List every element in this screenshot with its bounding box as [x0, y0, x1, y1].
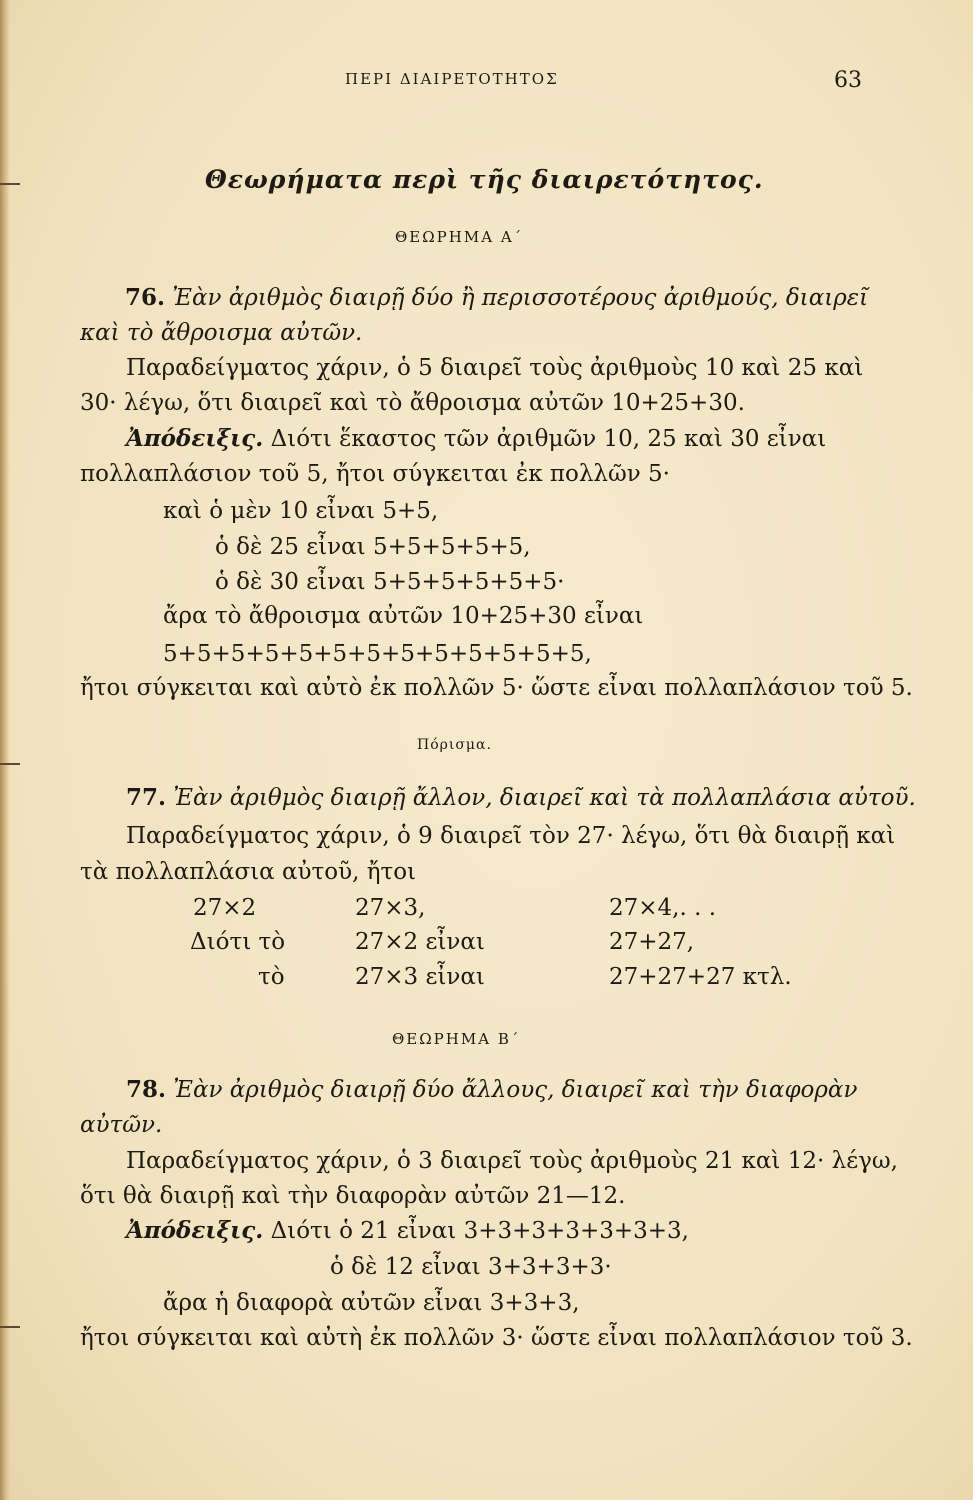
margin-mark	[0, 183, 20, 185]
theorem-a-heading: ΘΕΩΡΗΜΑ Α΄	[395, 228, 524, 246]
theorem-a-statement-line2: καὶ τὸ ἄθροισμα αὐτῶν.	[80, 320, 363, 346]
page-spine-edge	[0, 0, 10, 1500]
theorem-a-proof-line6: ἄρα τὸ ἄθροισμα αὐτῶν 10+25+30 εἶναι	[163, 603, 644, 629]
multiples-table-cell: τὸ	[258, 964, 285, 990]
porisma-example-line2: τὰ πολλαπλάσια αὐτοῦ, ἤτοι	[80, 859, 417, 885]
theorem-a-proof-line3: καὶ ὁ μὲν 10 εἶναι 5+5,	[163, 498, 439, 524]
theorem-a-statement-line1	[125, 283, 868, 313]
page-number: 63	[834, 68, 862, 93]
multiples-table-cell: Διότι τὸ	[190, 929, 286, 955]
theorem-b-example-line2: ὅτι θὰ διαιρῇ καὶ τὴν διαφορὰν αὐτῶν 21—12.	[80, 1183, 626, 1209]
porisma-statement-line	[126, 783, 916, 813]
theorem-a-proof-line7: 5+5+5+5+5+5+5+5+5+5+5+5+5,	[163, 641, 592, 667]
theorem-a-proof-line2: πολλαπλάσιον τοῦ 5, ἤτοι σύγκειται ἐκ πολλῶν 5·	[80, 461, 670, 487]
multiples-table-cell: 27×3,	[355, 895, 426, 921]
theorem-b-statement-line2: αὐτῶν.	[80, 1112, 163, 1138]
theorem-b-example-line1: Παραδείγματος χάριν, ὁ 3 διαιρεῖ τοὺς ἀριθμοὺς 21 καὶ 12· λέγω,	[126, 1148, 898, 1174]
theorem-a-proof-line4: ὁ δὲ 25 εἶναι 5+5+5+5+5,	[215, 534, 531, 560]
porisma-statement: Ἐὰν ἀριθμὸς διαιρῇ ἄλλον, διαιρεῖ καὶ τὰ πολλαπλάσια αὐτοῦ.	[173, 785, 916, 811]
margin-mark	[0, 763, 20, 765]
multiples-table-cell: 27+27,	[609, 929, 695, 955]
theorem-statement: Ἐὰν ἀριθμὸς διαιρῇ δύο ἄλλους, διαιρεῖ καὶ τὴν διαφορὰν	[173, 1077, 858, 1103]
margin-mark	[0, 1326, 20, 1328]
paragraph-number: 77.	[126, 784, 167, 811]
running-title: ΠΕΡΙ ΔΙΑΙΡΕΤΟΤΗΤΟΣ	[345, 70, 559, 88]
paragraph-number: 78.	[126, 1076, 167, 1103]
multiples-table-cell: 27×3 εἶναι	[355, 964, 485, 990]
porisma-example-line1: Παραδείγματος χάριν, ὁ 9 διαιρεῖ τὸν 27· λέγω, ὅτι θὰ διαιρῇ καὶ	[126, 823, 896, 849]
theorem-b-proof-line4: ἤτοι σύγκειται καὶ αὐτὴ ἐκ πολλῶν 3· ὥστε εἶναι πολλαπλάσιον τοῦ 3.	[80, 1325, 913, 1351]
proof-text: Διότι ἕκαστος τῶν ἀριθμῶν 10, 25 καὶ 30 εἶναι	[270, 426, 827, 452]
theorem-a-example-line2: 30· λέγω, ὅτι διαιρεῖ καὶ τὸ ἄθροισμα αὐτῶν 10+25+30.	[80, 390, 745, 416]
multiples-table-cell: 27×4,. . .	[609, 895, 717, 921]
proof-text: Διότι ὁ 21 εἶναι 3+3+3+3+3+3+3,	[270, 1218, 689, 1244]
section-title: Θεωρήματα περὶ τῆς διαιρετότητος.	[205, 165, 764, 194]
multiples-table-cell: 27×2 εἶναι	[355, 929, 485, 955]
multiples-table-cell: 27+27+27 κτλ.	[609, 964, 792, 990]
multiples-table-cell: 27×2	[193, 895, 257, 921]
theorem-a-proof-line1	[126, 424, 826, 454]
theorem-b-proof-line3: ἄρα ἡ διαφορὰ αὐτῶν εἶναι 3+3+3,	[163, 1290, 580, 1316]
proof-label: Ἀπόδειξις.	[126, 1217, 264, 1244]
paragraph-number: 76.	[125, 284, 166, 311]
theorem-b-proof-line1	[126, 1216, 689, 1246]
theorem-statement: Ἐὰν ἀριθμὸς διαιρῇ δύο ἢ περισσοτέρους ἀριθμούς, διαιρεῖ	[172, 285, 869, 311]
theorem-b-heading: ΘΕΩΡΗΜΑ Β΄	[392, 1030, 521, 1048]
proof-label: Ἀπόδειξις.	[126, 425, 264, 452]
theorem-b-proof-line2: ὁ δὲ 12 εἶναι 3+3+3+3·	[330, 1254, 612, 1280]
theorem-a-example-line1: Παραδείγματος χάριν, ὁ 5 διαιρεῖ τοὺς ἀριθμοὺς 10 καὶ 25 καὶ	[126, 355, 864, 381]
theorem-a-proof-line5: ὁ δὲ 30 εἶναι 5+5+5+5+5+5·	[215, 569, 565, 595]
theorem-b-statement-line1	[126, 1075, 857, 1105]
porisma-heading: Πόρισμα.	[417, 737, 492, 753]
theorem-a-proof-line8: ἤτοι σύγκειται καὶ αὐτὸ ἐκ πολλῶν 5· ὥστε εἶναι πολλαπλάσιον τοῦ 5.	[80, 675, 913, 701]
